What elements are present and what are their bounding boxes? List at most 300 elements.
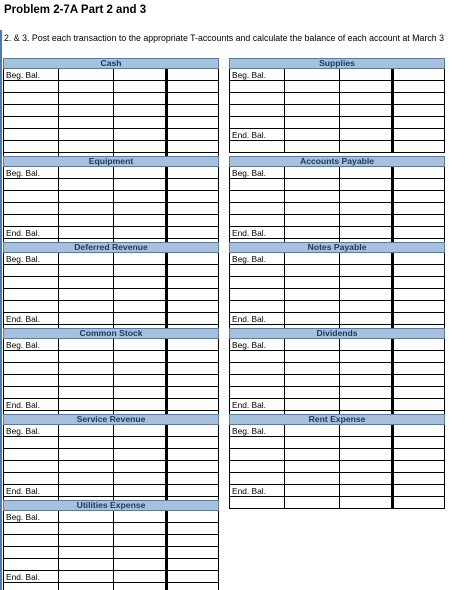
debit-cell[interactable] [284,179,339,191]
debit-cell[interactable] [113,535,167,547]
debit-cell[interactable] [339,301,393,313]
debit-cell[interactable] [58,351,113,363]
entry-cell[interactable] [3,203,58,215]
t-account-title: Rent Expense [229,414,445,425]
debit-cell[interactable] [113,179,167,191]
debit-cell[interactable] [284,167,339,179]
entry-cell[interactable] [229,277,284,289]
debit-cell[interactable] [339,363,393,375]
credit-cell[interactable] [393,215,445,227]
credit-cell[interactable] [167,351,219,363]
credit-cell[interactable] [167,265,219,277]
debit-cell[interactable] [58,375,113,387]
debit-cell[interactable] [58,289,113,301]
debit-cell[interactable] [284,485,339,497]
entry-cell[interactable] [3,535,58,547]
credit-cell[interactable] [167,227,219,239]
credit-cell[interactable] [167,313,219,325]
debit-cell[interactable] [113,191,167,203]
debit-cell[interactable] [284,449,339,461]
debit-cell[interactable] [339,179,393,191]
debit-cell[interactable] [58,485,113,497]
t-account-title: Service Revenue [3,414,219,425]
debit-cell[interactable] [113,583,167,590]
entry-cell[interactable] [3,93,58,105]
ledger-row [229,425,445,437]
credit-cell[interactable] [393,277,445,289]
debit-cell[interactable] [339,203,393,215]
ledger-row [3,81,219,93]
debit-cell[interactable] [339,227,393,239]
t-account-title: Cash [3,58,219,69]
debit-cell[interactable] [284,339,339,351]
debit-cell[interactable] [58,69,113,81]
debit-cell[interactable] [58,437,113,449]
entry-cell[interactable] [3,363,58,375]
debit-cell[interactable] [339,117,393,129]
debit-cell[interactable] [58,535,113,547]
ledger-row [3,313,219,325]
entry-cell[interactable] [3,523,58,535]
credit-cell[interactable] [167,301,219,313]
debit-cell[interactable] [58,191,113,203]
credit-cell[interactable] [393,227,445,239]
credit-cell[interactable] [393,253,445,265]
credit-cell[interactable] [167,571,219,583]
entry-cell[interactable] [229,203,284,215]
debit-cell[interactable] [113,339,167,351]
debit-cell[interactable] [284,461,339,473]
credit-cell[interactable] [167,339,219,351]
debit-cell[interactable] [284,473,339,485]
entry-cell[interactable] [3,387,58,399]
credit-cell[interactable] [167,535,219,547]
credit-cell[interactable] [167,129,219,141]
credit-cell[interactable] [393,179,445,191]
entry-cell[interactable] [3,215,58,227]
entry-cell[interactable] [229,289,284,301]
credit-cell[interactable] [167,363,219,375]
entry-cell[interactable] [229,93,284,105]
credit-cell[interactable] [167,449,219,461]
entry-cell[interactable] [3,461,58,473]
credit-cell[interactable] [167,167,219,179]
debit-cell[interactable] [284,399,339,411]
debit-cell[interactable] [339,167,393,179]
debit-cell[interactable] [113,449,167,461]
debit-cell[interactable] [113,105,167,117]
debit-cell[interactable] [58,277,113,289]
debit-cell[interactable] [284,351,339,363]
credit-cell[interactable] [393,497,445,509]
ledger-row [229,449,445,461]
debit-cell[interactable] [113,81,167,93]
ledger-row [3,227,219,239]
credit-cell[interactable] [393,93,445,105]
debit-cell[interactable] [58,179,113,191]
debit-cell[interactable] [339,461,393,473]
debit-cell[interactable] [113,215,167,227]
t-account-cash [3,58,219,165]
credit-cell[interactable] [167,485,219,497]
debit-cell[interactable] [339,277,393,289]
credit-cell[interactable] [167,523,219,535]
ledger-row [229,313,445,325]
entry-cell[interactable] [3,141,58,153]
ledger-row [3,105,219,117]
debit-cell[interactable] [113,363,167,375]
debit-cell[interactable] [113,203,167,215]
credit-cell[interactable] [167,253,219,265]
ledger-row [229,339,445,351]
entry-cell[interactable] [229,301,284,313]
debit-cell[interactable] [58,449,113,461]
entry-cell[interactable] [229,215,284,227]
credit-cell[interactable] [393,289,445,301]
ledger-row [3,191,219,203]
entry-cell[interactable] [229,105,284,117]
ledger-row [3,203,219,215]
debit-cell[interactable] [284,227,339,239]
beginning-balance-label: Beg. Bal. [3,69,58,81]
ledger-row [3,559,219,571]
debit-cell[interactable] [113,571,167,583]
debit-cell[interactable] [339,289,393,301]
t-account-title: Supplies [229,58,445,69]
accent-bar [0,30,2,590]
ledger-row [3,351,219,363]
debit-cell[interactable] [284,425,339,437]
credit-cell[interactable] [167,387,219,399]
debit-cell[interactable] [113,253,167,265]
ledger-row [229,375,445,387]
entry-cell[interactable] [3,559,58,571]
ending-balance-label: End. Bal. [3,571,58,583]
entry-cell[interactable] [229,191,284,203]
debit-cell[interactable] [113,399,167,411]
debit-cell[interactable] [58,141,113,153]
ledger-row [3,179,219,191]
credit-cell[interactable] [167,179,219,191]
credit-cell[interactable] [167,69,219,81]
entry-cell[interactable] [3,81,58,93]
entry-cell[interactable] [229,265,284,277]
debit-cell[interactable] [113,129,167,141]
debit-cell[interactable] [58,203,113,215]
credit-cell[interactable] [167,425,219,437]
debit-cell[interactable] [284,117,339,129]
credit-cell[interactable] [167,93,219,105]
debit-cell[interactable] [113,437,167,449]
debit-cell[interactable] [58,473,113,485]
debit-cell[interactable] [58,105,113,117]
debit-cell[interactable] [284,301,339,313]
entry-cell[interactable] [3,277,58,289]
t-account-title: Accounts Payable [229,156,445,167]
debit-cell[interactable] [339,81,393,93]
debit-cell[interactable] [58,339,113,351]
credit-cell[interactable] [393,117,445,129]
ledger-row [3,117,219,129]
ledger-row [3,485,219,497]
debit-cell[interactable] [58,425,113,437]
ledger-row [3,535,219,547]
debit-cell[interactable] [339,485,393,497]
t-account-title: Deferred Revenue [3,242,219,253]
debit-cell[interactable] [284,129,339,141]
debit-cell[interactable] [284,387,339,399]
debit-cell[interactable] [339,449,393,461]
debit-cell[interactable] [113,93,167,105]
debit-cell[interactable] [58,559,113,571]
debit-cell[interactable] [284,141,339,153]
t-account-utilities-expense [3,500,219,590]
credit-cell[interactable] [393,167,445,179]
debit-cell[interactable] [339,399,393,411]
debit-cell[interactable] [58,313,113,325]
debit-cell[interactable] [113,167,167,179]
debit-cell[interactable] [113,511,167,523]
credit-cell[interactable] [167,375,219,387]
ledger-row [3,461,219,473]
credit-cell[interactable] [167,511,219,523]
debit-cell[interactable] [284,105,339,117]
credit-cell[interactable] [167,473,219,485]
debit-cell[interactable] [58,363,113,375]
debit-cell[interactable] [113,313,167,325]
credit-cell[interactable] [393,449,445,461]
ledger-row [3,511,219,523]
debit-cell[interactable] [339,437,393,449]
credit-cell[interactable] [393,461,445,473]
credit-cell[interactable] [167,583,219,590]
entry-cell[interactable] [3,289,58,301]
debit-cell[interactable] [113,69,167,81]
t-account-rent-expense [229,414,445,509]
ending-balance-label: End. Bal. [3,399,58,411]
credit-cell[interactable] [393,129,445,141]
entry-cell[interactable] [229,179,284,191]
debit-cell[interactable] [284,69,339,81]
debit-cell[interactable] [284,313,339,325]
credit-cell[interactable] [393,265,445,277]
credit-cell[interactable] [393,375,445,387]
credit-cell[interactable] [393,339,445,351]
entry-cell[interactable] [3,117,58,129]
credit-cell[interactable] [167,105,219,117]
credit-cell[interactable] [393,387,445,399]
entry-cell[interactable] [229,473,284,485]
debit-cell[interactable] [58,265,113,277]
debit-cell[interactable] [58,129,113,141]
credit-cell[interactable] [393,105,445,117]
ledger-row [3,523,219,535]
debit-cell[interactable] [58,547,113,559]
debit-cell[interactable] [339,497,393,509]
entry-cell[interactable] [229,117,284,129]
entry-cell[interactable] [229,351,284,363]
entry-cell[interactable] [3,437,58,449]
debit-cell[interactable] [113,375,167,387]
debit-cell[interactable] [58,215,113,227]
debit-cell[interactable] [284,203,339,215]
debit-cell[interactable] [58,511,113,523]
entry-cell[interactable] [3,301,58,313]
entry-cell[interactable] [3,449,58,461]
entry-cell[interactable] [229,497,284,509]
debit-cell[interactable] [113,301,167,313]
credit-cell[interactable] [167,117,219,129]
ledger-row [229,167,445,179]
debit-cell[interactable] [284,81,339,93]
credit-cell[interactable] [167,141,219,153]
entry-cell[interactable] [3,473,58,485]
credit-cell[interactable] [167,399,219,411]
ledger-row [3,363,219,375]
debit-cell[interactable] [113,461,167,473]
credit-cell[interactable] [167,81,219,93]
debit-cell[interactable] [58,81,113,93]
entry-cell[interactable] [229,387,284,399]
ledger-row [229,203,445,215]
credit-cell[interactable] [167,437,219,449]
debit-cell[interactable] [339,69,393,81]
credit-cell[interactable] [393,399,445,411]
debit-cell[interactable] [339,313,393,325]
debit-cell[interactable] [58,93,113,105]
debit-cell[interactable] [284,253,339,265]
credit-cell[interactable] [393,473,445,485]
debit-cell[interactable] [113,425,167,437]
debit-cell[interactable] [113,473,167,485]
debit-cell[interactable] [284,437,339,449]
debit-cell[interactable] [284,363,339,375]
debit-cell[interactable] [58,583,113,590]
debit-cell[interactable] [58,387,113,399]
debit-cell[interactable] [113,265,167,277]
entry-cell[interactable] [3,547,58,559]
debit-cell[interactable] [284,215,339,227]
credit-cell[interactable] [393,301,445,313]
debit-cell[interactable] [284,497,339,509]
credit-cell[interactable] [167,191,219,203]
entry-cell[interactable] [229,449,284,461]
debit-cell[interactable] [339,253,393,265]
debit-cell[interactable] [339,375,393,387]
credit-cell[interactable] [393,351,445,363]
debit-cell[interactable] [284,93,339,105]
debit-cell[interactable] [339,265,393,277]
credit-cell[interactable] [393,203,445,215]
entry-cell[interactable] [3,351,58,363]
debit-cell[interactable] [284,375,339,387]
entry-cell[interactable] [229,375,284,387]
credit-cell[interactable] [393,485,445,497]
debit-cell[interactable] [58,571,113,583]
entry-cell[interactable] [3,179,58,191]
debit-cell[interactable] [113,523,167,535]
entry-cell[interactable] [229,437,284,449]
beginning-balance-label: Beg. Bal. [3,253,58,265]
credit-cell[interactable] [167,203,219,215]
credit-cell[interactable] [167,289,219,301]
credit-cell[interactable] [167,461,219,473]
debit-cell[interactable] [339,129,393,141]
credit-cell[interactable] [393,191,445,203]
ledger-row [229,301,445,313]
debit-cell[interactable] [113,141,167,153]
debit-cell[interactable] [113,227,167,239]
entry-cell[interactable] [229,363,284,375]
debit-cell[interactable] [339,215,393,227]
debit-cell[interactable] [339,339,393,351]
debit-cell[interactable] [339,191,393,203]
debit-cell[interactable] [113,351,167,363]
debit-cell[interactable] [339,105,393,117]
debit-cell[interactable] [339,387,393,399]
debit-cell[interactable] [113,559,167,571]
entry-cell[interactable] [229,461,284,473]
ledger-row [3,289,219,301]
debit-cell[interactable] [113,277,167,289]
debit-cell[interactable] [58,523,113,535]
credit-cell[interactable] [167,547,219,559]
credit-cell[interactable] [393,141,445,153]
debit-cell[interactable] [284,265,339,277]
debit-cell[interactable] [113,117,167,129]
debit-cell[interactable] [58,117,113,129]
ledger-row [229,81,445,93]
debit-cell[interactable] [113,547,167,559]
debit-cell[interactable] [339,351,393,363]
entry-cell[interactable] [3,191,58,203]
debit-cell[interactable] [58,167,113,179]
credit-cell[interactable] [393,425,445,437]
debit-cell[interactable] [58,227,113,239]
debit-cell[interactable] [339,425,393,437]
credit-cell[interactable] [167,277,219,289]
debit-cell[interactable] [58,253,113,265]
credit-cell[interactable] [393,437,445,449]
entry-cell[interactable] [3,583,58,590]
debit-cell[interactable] [339,93,393,105]
debit-cell[interactable] [113,485,167,497]
debit-cell[interactable] [284,277,339,289]
credit-cell[interactable] [167,559,219,571]
entry-cell[interactable] [229,141,284,153]
debit-cell[interactable] [284,289,339,301]
credit-cell[interactable] [167,215,219,227]
debit-cell[interactable] [58,461,113,473]
entry-cell[interactable] [3,265,58,277]
debit-cell[interactable] [58,301,113,313]
credit-cell[interactable] [393,313,445,325]
entry-cell[interactable] [229,81,284,93]
debit-cell[interactable] [339,473,393,485]
debit-cell[interactable] [113,289,167,301]
debit-cell[interactable] [339,141,393,153]
credit-cell[interactable] [393,363,445,375]
debit-cell[interactable] [58,399,113,411]
entry-cell[interactable] [3,375,58,387]
debit-cell[interactable] [284,191,339,203]
entry-cell[interactable] [3,105,58,117]
debit-cell[interactable] [113,387,167,399]
entry-cell[interactable] [3,129,58,141]
credit-cell[interactable] [393,81,445,93]
credit-cell[interactable] [393,69,445,81]
ledger-row [229,277,445,289]
